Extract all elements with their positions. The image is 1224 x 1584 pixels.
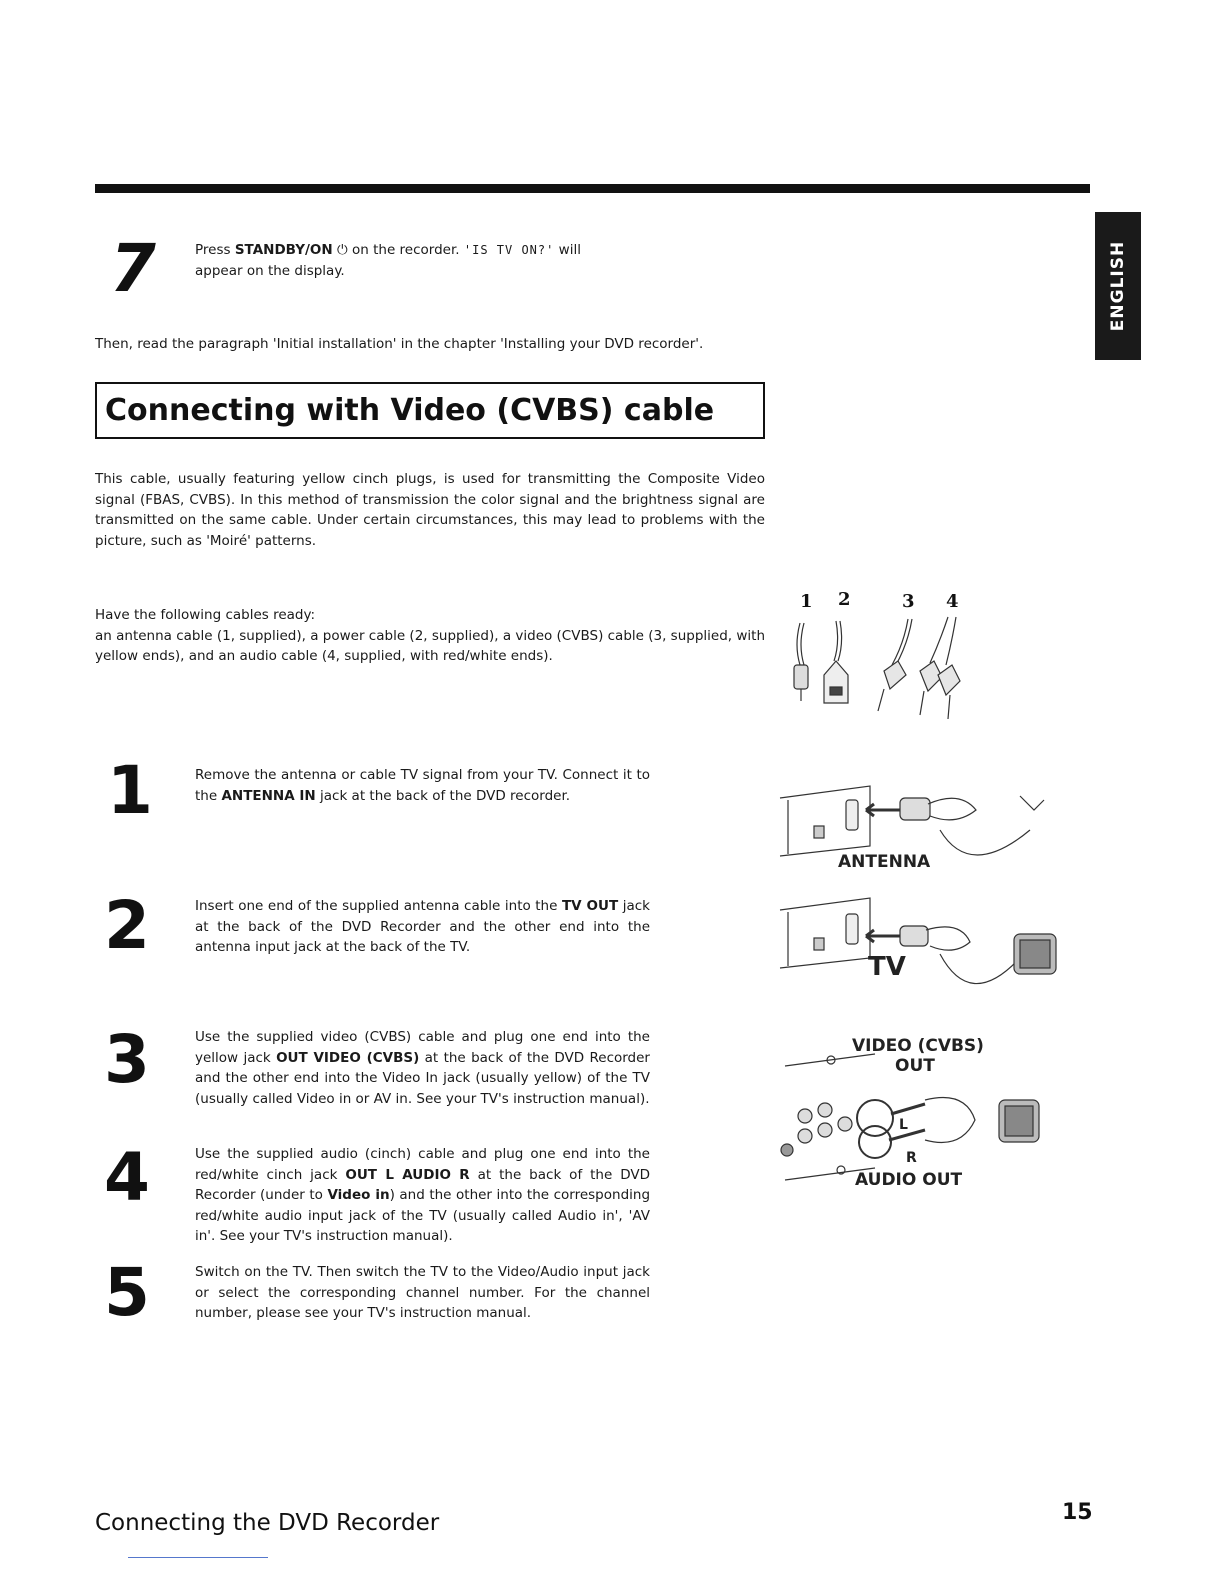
antenna-label: ANTENNA bbox=[838, 852, 931, 872]
cable-label-2: 2 bbox=[838, 589, 851, 610]
step-2-text: Insert one end of the supplied antenna cable into the TV OUT jack at the back of the DVD Recorder and the other end into the antenna input jack at the back of the TV. bbox=[195, 898, 650, 955]
step-7-text: Press STANDBY/ON ⏻ on the recorder. 'IS TV ON?' will appear on the display. bbox=[195, 242, 581, 279]
cable-label-1: 1 bbox=[800, 591, 813, 612]
step-2-number: 2 bbox=[104, 887, 150, 964]
left-channel-label: L bbox=[899, 1117, 908, 1133]
section-title: Connecting with Video (CVBS) cable bbox=[105, 393, 715, 428]
cables-ready-heading: Have the following cables ready: bbox=[95, 607, 316, 623]
video-out-label: OUT bbox=[895, 1056, 935, 1076]
cables-ready bbox=[95, 605, 765, 667]
audio-out-label: AUDIO OUT bbox=[855, 1170, 963, 1190]
power-icon: ⏻ bbox=[337, 242, 348, 258]
cables-ready-list: an antenna cable (1, supplied), a power cable (2, supplied), a video (CVBS) cable (3, supplied, with yellow ends), and an audio cable (4, supplied, with red/white ends). bbox=[95, 627, 766, 664]
right-channel-label: R bbox=[906, 1150, 917, 1166]
antenna-figure bbox=[770, 770, 1060, 880]
cable-label-4: 4 bbox=[946, 591, 959, 612]
tv-label: TV bbox=[868, 952, 906, 982]
step-5-text: Switch on the TV. Then switch the TV to the Video/Audio input jack or select the corresponding channel number. For the channel number, please see your TV's instruction manual. bbox=[195, 1264, 650, 1321]
cable-drawings bbox=[780, 615, 980, 725]
cable-figure bbox=[780, 585, 980, 725]
step-4-text: Use the supplied audio (cinch) cable and plug one end into the red/white cinch jack OUT L AUDIO R at the back of the DVD Recorder (under to Video in) and the other into the corresponding red/white audio input jack of the TV (usually called Audio in', 'AV in'. See your TV's instruction manual). bbox=[195, 1146, 651, 1244]
video-cvbs-label: VIDEO (CVBS) bbox=[852, 1036, 984, 1056]
footer-chapter-title: Connecting the DVD Recorder bbox=[95, 1510, 440, 1536]
step-3-text: Use the supplied video (CVBS) cable and plug one end into the yellow jack OUT VIDEO (CVBS) at the back of the DVD Recorder and the other end into the Video In jack (usually yellow) of the TV (usually called Video in or AV in. See your TV's instruction manual). bbox=[195, 1029, 650, 1107]
language-tab bbox=[1095, 212, 1141, 360]
tv-connection-drawing bbox=[770, 890, 1070, 1010]
then-text: Then, read the paragraph 'Initial installation' in the chapter 'Installing your DVD recorder'. bbox=[95, 336, 704, 352]
step-1-number: 1 bbox=[107, 752, 153, 829]
video-audio-figure bbox=[775, 1030, 1065, 1195]
step-5-number: 5 bbox=[104, 1254, 150, 1331]
step-4-number: 4 bbox=[104, 1139, 150, 1216]
tv-out-figure bbox=[770, 890, 1070, 1010]
footer-underline bbox=[128, 1557, 268, 1558]
step-1-text: Remove the antenna or cable TV signal from your TV. Connect it to the ANTENNA IN jack at the back of the DVD recorder. bbox=[195, 767, 650, 804]
display-readout: 'IS TV ON?' bbox=[463, 243, 555, 257]
section-heading-box bbox=[95, 382, 765, 439]
step-3-number: 3 bbox=[104, 1021, 150, 1098]
language-tab-label: ENGLISH bbox=[1108, 240, 1128, 332]
step-7-number: 7 bbox=[110, 230, 156, 307]
page-number: 15 bbox=[1062, 1500, 1093, 1525]
cable-label-3: 3 bbox=[902, 591, 915, 612]
intro-paragraph: This cable, usually featuring yellow cinch plugs, is used for transmitting the Composite Video signal (FBAS, CVBS). In this method of transmission the color signal and the brightness signal are transmitted on the same cable. Under certain circumstances, this may lead to problems with the picture, such as 'Moiré' patterns. bbox=[95, 471, 765, 549]
top-rule bbox=[95, 184, 1090, 193]
